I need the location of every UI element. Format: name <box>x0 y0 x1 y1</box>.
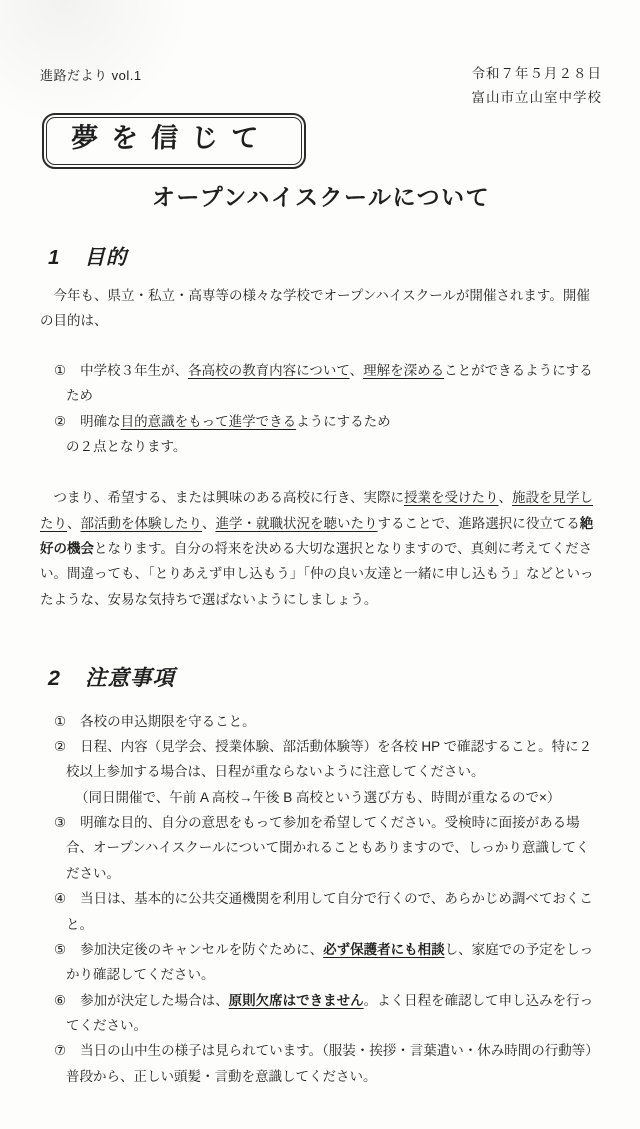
text-segment: 当日は、基本的に公共交通機関を利用して自分で行くので、あらかじめ調べておくこと。 <box>66 891 593 932</box>
list-item <box>40 886 602 937</box>
newsletter-volume: 進路だより vol.1 <box>40 68 142 83</box>
text-segment: 授業を受けたり <box>403 490 499 506</box>
list-item <box>40 810 602 886</box>
motto-text: 夢を信じて <box>70 123 272 155</box>
text-segment: 目的意識をもって進学できる <box>120 413 297 429</box>
list-item-text <box>66 363 593 403</box>
list-item-text <box>66 1043 599 1083</box>
text-segment: 施設を見学したり <box>40 490 593 531</box>
circled-number: ⑦ <box>54 1043 67 1059</box>
text-segment: 明確な <box>80 413 121 429</box>
list-item-text <box>66 891 593 931</box>
text-segment: ようにするため <box>296 413 391 429</box>
school-name: 富山市立山室中学校 <box>471 89 602 105</box>
circled-number: ① <box>54 362 67 378</box>
motto-box-inner <box>46 117 302 164</box>
circled-number: ③ <box>54 815 67 831</box>
text-segment: つまり、希望する、または興味のある高校に行き、実際に <box>40 490 404 506</box>
circled-number: ② <box>54 413 67 429</box>
text-segment: 絶好の機会 <box>40 515 594 557</box>
section-notes-heading <box>48 658 602 698</box>
list-item <box>40 409 602 434</box>
text-segment: 各高校の教育内容について <box>188 362 350 378</box>
text-segment: 原則欠席はできません <box>228 992 364 1008</box>
section-notes <box>40 658 602 1089</box>
text-segment: 参加が決定した場合は、 <box>80 992 229 1008</box>
circled-number: ② <box>54 738 67 754</box>
list-item-text <box>66 815 589 881</box>
list-item <box>40 937 602 988</box>
text-segment: 理解を深める <box>363 362 445 378</box>
circled-number: ⑤ <box>54 941 67 957</box>
text-segment: 参加決定後のキャンセルを防ぐために、 <box>80 941 324 957</box>
list-item <box>40 358 602 409</box>
list-item <box>40 734 602 810</box>
text-segment: 中学校３年生が、 <box>80 362 189 378</box>
text-segment: することで、進路選択に役立てる <box>377 515 580 531</box>
issue-date: 令和７年５月２８日 <box>471 66 602 81</box>
header-right-block <box>472 62 603 109</box>
motto-box <box>42 113 306 168</box>
text-segment: 必ず保護者にも相談 <box>323 941 445 957</box>
section-number: 2 <box>48 666 61 691</box>
section-purpose-heading <box>48 239 602 278</box>
page-header <box>40 62 602 109</box>
text-segment: 。よく日程を確認して申し込みを行ってください。 <box>66 992 594 1034</box>
text-segment: 明確な目的、自分の意思をもって参加を希望してください。受検時に面接がある場合、オープンハイスクールについて聞かれることもありますので、しっかり意識してください。 <box>66 815 590 881</box>
circled-number: ④ <box>54 891 67 907</box>
text-segment: ことができるようにするため <box>66 362 593 404</box>
purpose-list-note: の２点となります。 <box>66 438 187 454</box>
purpose-body <box>40 485 602 612</box>
text-segment: 当日の山中生の様子は見られています。（服装・挨拶・言葉遣い・休み時間の行動等）普段から、正しい頭髪・言動を意識してください。 <box>66 1043 599 1084</box>
text-segment: 、 <box>498 490 512 506</box>
section-heading-text: 注意事項 <box>84 666 175 691</box>
list-item-text <box>80 414 391 429</box>
list-item-text <box>80 714 256 729</box>
list-item <box>40 1038 602 1089</box>
purpose-intro: 今年も、県立・私立・高専等の様々な学校でオープンハイスクールが開催されます。開催の目的は、 <box>40 288 590 329</box>
text-segment: 進学・就職状況を聴いたり <box>215 515 378 531</box>
text-segment: 、 <box>67 515 81 531</box>
section-purpose <box>40 239 602 613</box>
text-segment: 、 <box>202 515 216 531</box>
list-item-text <box>66 739 592 779</box>
circled-number: ⑥ <box>54 992 67 1008</box>
section-number: 1 <box>48 245 61 269</box>
page-title: オープンハイスクールについて <box>151 183 491 210</box>
text-segment: し、家庭での予定をしっかり確認してください。 <box>66 941 594 983</box>
section-heading-text: 目的 <box>84 245 128 269</box>
list-item <box>40 988 602 1039</box>
list-item <box>40 709 602 734</box>
notes-list <box>40 709 602 1090</box>
text-segment: 部活動を体験したり <box>80 515 202 531</box>
text-segment: 各校の申込期限を守ること。 <box>80 713 256 729</box>
circled-number: ① <box>54 713 67 729</box>
purpose-list <box>40 358 602 434</box>
text-segment: 日程、内容（見学会、授業体験、部活動体験等）を各校 HP で確認すること。特に２校以上参加する場合は、日程が重ならないように注意してください。 <box>66 738 593 780</box>
text-segment: 、 <box>349 362 364 378</box>
list-item-subnote: （同日開催で、午前 A 高校→午後 B 高校という選び方も、時間が重なるので×） <box>75 789 561 805</box>
text-segment: となります。自分の将来を決める大切な選択となりますので、真剣に考えてください。間違っても、「とりあえず申し込もう」「仲の良い友達と一緒に申し込もう」などといったような、安易な気持ちで選ばないようにしましょう。 <box>40 541 594 607</box>
list-item-text <box>66 942 593 982</box>
list-item-text <box>66 993 593 1033</box>
